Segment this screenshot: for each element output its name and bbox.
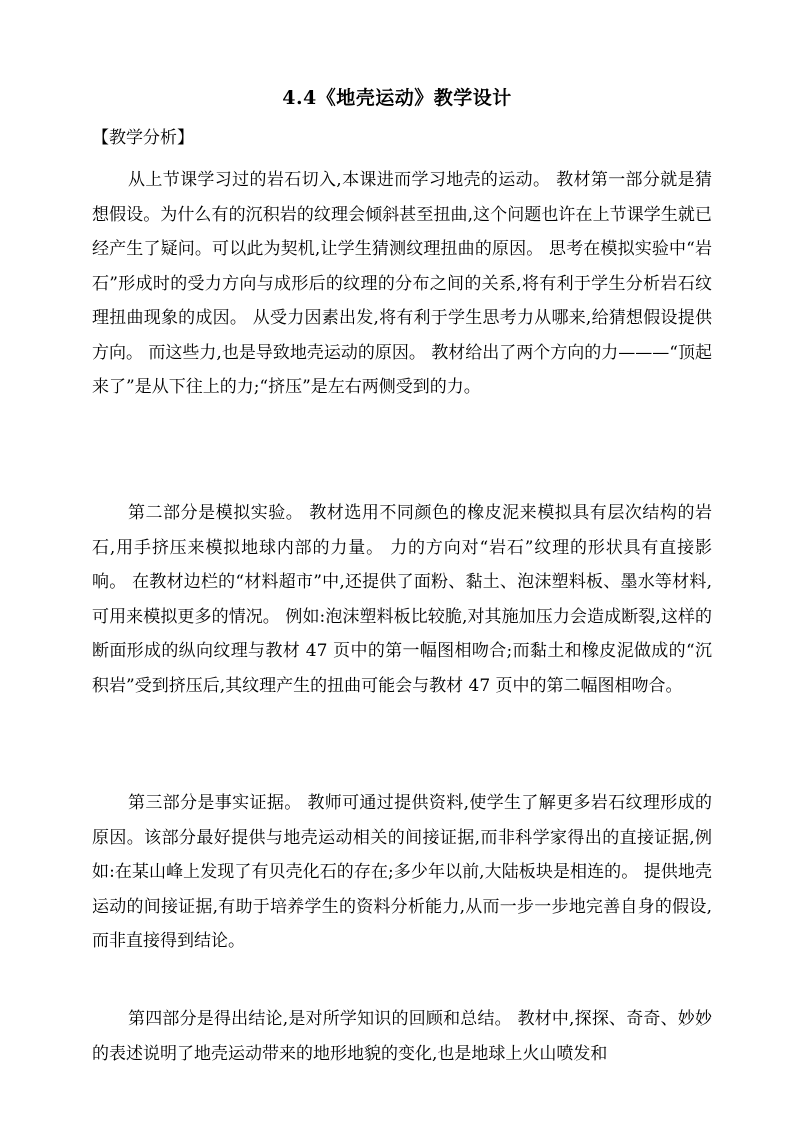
section-heading: 【教学分析】: [92, 128, 194, 148]
paragraph-4: 第四部分是得出结论,是对所学知识的回顾和总结。 教材中,探探、奇奇、妙妙的表述说明了地壳运动带来的地形地貌的变化,也是地球上火山喷发和: [92, 1009, 712, 1064]
paragraph-3: 第三部分是事实证据。 教师可通过提供资料,使学生了解更多岩石纹理形成的原因。该部分最好提供与地壳运动相关的间接证据,而非科学家得出的直接证据,例如:在某山峰上发现了有贝壳化石的存在;多少年以前,大陆板块是相连的。 提供地壳运动的间接证据,有助于培养学生的资料分析能力,从而一步一步地完善自身的假设,而非直接得到结论。: [92, 793, 712, 951]
document-title: 4.4《地壳运动》教学设计: [282, 87, 512, 109]
paragraph-2: 第二部分是模拟实验。 教材选用不同颜色的橡皮泥来模拟具有层次结构的岩石,用手挤压来模拟地球内部的力量。 力的方向对“岩石”纹理的形状具有直接影响。 在教材边栏的“材料超市”中,还提供了面粉、黏土、泡沫塑料板、墨水等材料,可用来模拟更多的情况。 例如:泡沫塑料板比较脆,对其施加压力会造成断裂,这样的断面形成的纵向纹理与教材 47 页中的第一幅图相吻合;而黏土和橡皮泥做成的“沉积岩”受到挤压后,其纹理产生的扭曲可能会与教材 47 页中的第二幅图相吻合。: [92, 503, 712, 696]
paragraph-1: 从上节课学习过的岩石切入,本课进而学习地壳的运动。 教材第一部分就是猜想假设。为什么有的沉积岩的纹理会倾斜甚至扭曲,这个问题也许在上节课学生就已经产生了疑问。可以此为契机,让学生猜测纹理扭曲的原因。 思考在模拟实验中“岩石”形成时的受力方向与成形后的纹理的分布之间的关系,将有利于学生分析岩石纹理扭曲现象的成因。 从受力因素出发,将有利于学生思考力从哪来,给猜想假设提供方向。 而这些力,也是导致地壳运动的原因。 教材给出了两个方向的力———“顶起来了”是从下往上的力;“挤压”是左右两侧受到的力。: [92, 170, 712, 397]
